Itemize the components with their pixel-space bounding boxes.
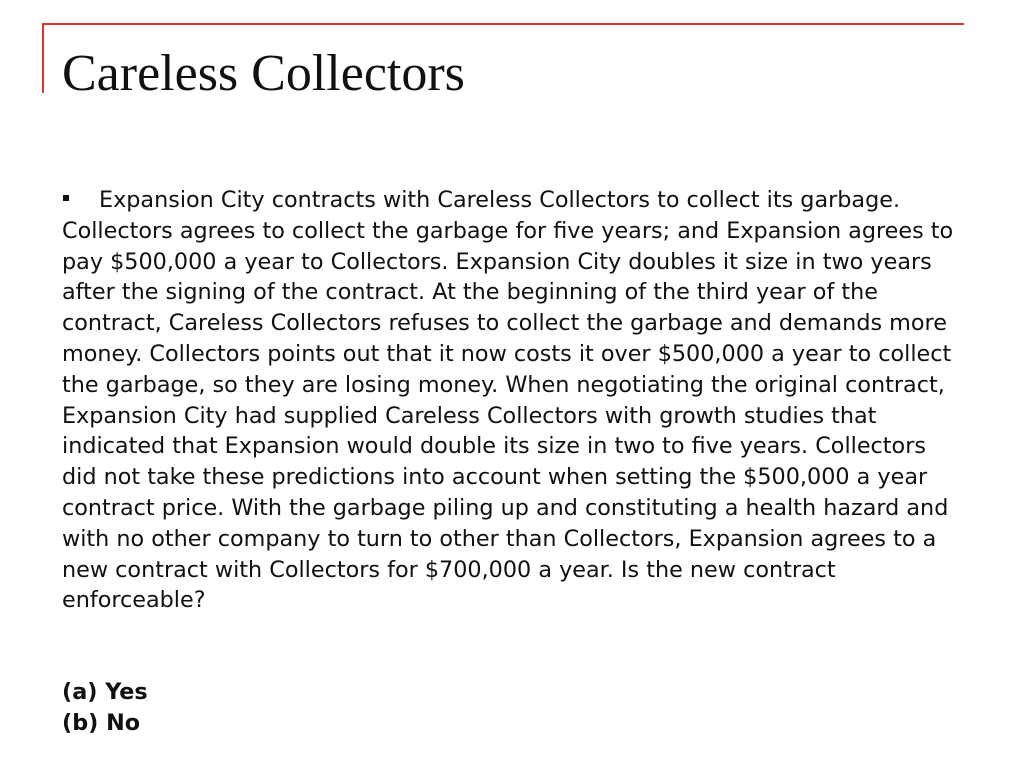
slide-title: Careless Collectors (62, 45, 465, 102)
bullet-square-icon (63, 195, 69, 201)
question-paragraph (62, 185, 967, 616)
answer-option-b: (b) No (62, 709, 141, 736)
answer-option-a: (a) Yes (62, 679, 148, 705)
title-rule-vertical (42, 23, 44, 93)
answer-options (62, 677, 148, 739)
title-rule-horizontal (42, 23, 964, 25)
question-text: Expansion City contracts with Careless Collectors to collect its garbage. Collectors agrees to collect the garbage for five years; and Expansion agrees to pay $500,000 a year to Collectors. Expansion City doubles it size in two years after the signing of the contract. At the beginning of the third year of the contract, Careless Collectors refuses to collect the garbage and demands more money. Collectors points out that it now costs it over $500,000 a year to collect the garbage, so they are losing money. When negotiating the original contract, Expansion City had supplied Careless Collectors with growth studies that indicated that Expansion would double its size in two to five years. Collectors did not take these predictions into account when setting the $500,000 a year contract price. With the garbage piling up and constituting a health hazard and with no other company to turn to other than Collectors, Expansion agrees to a new contract with Collectors for $700,000 a year. Is the new contract enforceable? (62, 187, 954, 614)
